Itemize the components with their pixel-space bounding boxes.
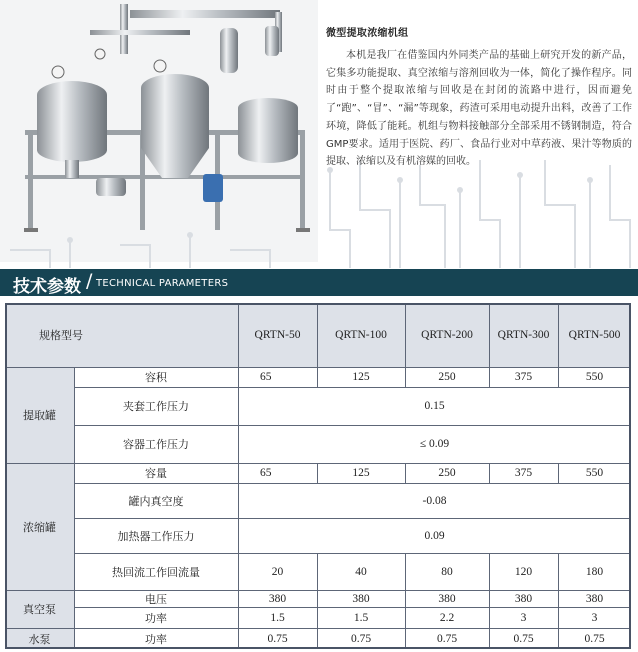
row-label: 容器工作压力 [123, 438, 189, 451]
header-spec-label: 规格型号 [39, 329, 83, 342]
table-cell: 380 [268, 592, 287, 605]
table-cell: 0.75 [267, 632, 288, 645]
group-water-pump: 水泵 [28, 632, 51, 646]
table-cell: 20 [271, 565, 284, 578]
section-separator: / [86, 270, 93, 292]
article-body: 本机是我厂在借鉴国内外同类产品的基础上研究开发的新产品，它集多功能提取、真空浓缩与溶剂回收为一体，简化了操作程序。同时由于整个提取浓缩与回收是在封闭的流路中进行，因而避免了“跑”、“冒”、“漏”等现象，药渣可采用电动提升出料，改善了工作环境，降低了能耗。机组与物料接触部分全部采用不锈钢制造，符合GMP要求。适用于医院、药厂、食品行业对中草药液、果汁等物质的提取、浓缩以及有机溶媒的回收。 [326, 50, 632, 168]
table-cell: 0.09 [424, 529, 445, 542]
table-cell: 380 [585, 592, 604, 605]
table-cell: 0.75 [513, 632, 534, 645]
table-cell: 0.75 [350, 632, 372, 645]
row-label: 夹套工作压力 [123, 400, 189, 413]
group-extract: 提取罐 [23, 409, 56, 422]
table-cell: 40 [355, 565, 367, 578]
table-cell: 550 [585, 467, 604, 479]
table-cell: 3 [591, 611, 598, 624]
model-header: QRTN-500 [568, 329, 621, 341]
table-cell: 250 [438, 467, 456, 479]
table-cell: 80 [441, 565, 453, 578]
parameters-table [5, 303, 631, 649]
table-cell: 550 [585, 371, 604, 383]
table-cell: 120 [514, 565, 533, 578]
table-cell: 65 [260, 467, 272, 479]
row-label: 容量 [145, 467, 167, 480]
table-cell: 375 [514, 371, 533, 383]
table-cell: 250 [438, 371, 456, 383]
row-label: 功率 [145, 632, 167, 646]
table-cell: ≤ 0.09 [419, 438, 450, 450]
table-cell: 375 [514, 467, 533, 479]
table-cell: 2.2 [439, 611, 455, 624]
table-cell: 380 [438, 592, 456, 605]
model-header: QRTN-200 [421, 329, 473, 341]
group-concentrate: 浓缩罐 [23, 520, 56, 534]
section-title-zh: 技术参数 [13, 277, 81, 297]
table-cell: 125 [352, 371, 370, 383]
product-description [326, 24, 632, 171]
article-title: 微型提取浓缩机组 [326, 28, 409, 39]
row-label: 电压 [145, 592, 167, 606]
table-cell: 180 [585, 565, 604, 578]
model-header: QRTN-50 [254, 329, 301, 341]
row-label: 热回流工作回流量 [112, 565, 200, 579]
row-label: 加热器工作压力 [117, 529, 195, 543]
model-header: QRTN-300 [497, 329, 550, 341]
group-vacuum-pump: 真空泵 [23, 603, 56, 616]
row-label: 容积 [145, 371, 167, 384]
row-label: 罐内真空度 [128, 494, 184, 508]
table-cell: 380 [514, 592, 533, 605]
table-cell: 0.75 [584, 632, 605, 645]
table-cell: 1.5 [270, 611, 285, 624]
section-title-en: TECHNICAL PARAMETERS [96, 278, 229, 289]
circuit-background [0, 160, 638, 268]
table-cell: 380 [352, 592, 370, 605]
section-header [0, 269, 638, 296]
table-cell: 0.75 [436, 632, 458, 645]
table-cell: 3 [520, 611, 527, 624]
model-header: QRTN-100 [335, 329, 387, 341]
table-cell: 0.15 [424, 400, 445, 412]
table-cell: 1.5 [353, 611, 369, 624]
row-label: 功率 [145, 611, 167, 625]
table-cell: 65 [260, 371, 272, 383]
table-cell: 125 [352, 467, 370, 479]
table-cell: -0.08 [422, 494, 447, 507]
